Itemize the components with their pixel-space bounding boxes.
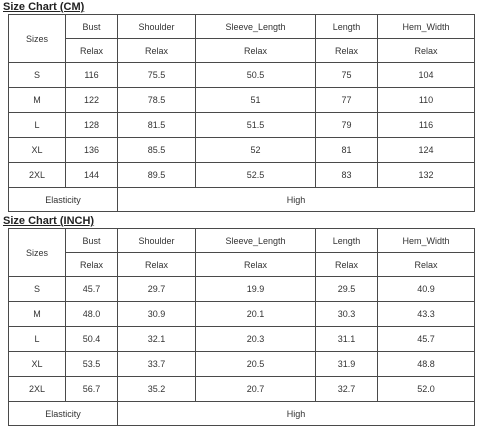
sizes-header: Sizes — [9, 15, 66, 63]
table-cell: 104 — [378, 63, 475, 88]
table-cell: 116 — [378, 113, 475, 138]
table-cell: 81 — [316, 138, 378, 163]
table-cell: 53.5 — [66, 352, 118, 377]
column-header-sleeve-length: Sleeve_Length — [196, 229, 316, 253]
fit-cell: Relax — [66, 39, 118, 63]
fit-cell: Relax — [66, 253, 118, 277]
elasticity-value: High — [118, 188, 475, 212]
header-row — [9, 229, 475, 253]
column-header-bust: Bust — [66, 15, 118, 39]
fit-cell: Relax — [118, 253, 196, 277]
column-header-bust: Bust — [66, 229, 118, 253]
table-cell: 20.5 — [196, 352, 316, 377]
table-cell: 50.5 — [196, 63, 316, 88]
table-row — [9, 113, 475, 138]
size-label: M — [9, 302, 66, 327]
fit-cell: Relax — [118, 39, 196, 63]
table-cell: 51.5 — [196, 113, 316, 138]
table-cell: 110 — [378, 88, 475, 113]
column-header-shoulder: Shoulder — [118, 15, 196, 39]
column-header-shoulder: Shoulder — [118, 229, 196, 253]
section-title: Size Chart (INCH) — [3, 215, 95, 227]
column-header-hem-width: Hem_Width — [378, 229, 475, 253]
size-label: L — [9, 327, 66, 352]
table-cell: 33.7 — [118, 352, 196, 377]
table-cell: 50.4 — [66, 327, 118, 352]
header-row — [9, 15, 475, 39]
column-header-hem-width: Hem_Width — [378, 15, 475, 39]
table-cell: 40.9 — [378, 277, 475, 302]
table-row — [9, 163, 475, 188]
table-cell: 20.1 — [196, 302, 316, 327]
size-label: XL — [9, 352, 66, 377]
size-label: S — [9, 277, 66, 302]
table-cell: 20.3 — [196, 327, 316, 352]
table-cell: 85.5 — [118, 138, 196, 163]
size-table-inch — [8, 228, 475, 426]
table-cell: 19.9 — [196, 277, 316, 302]
column-header-length: Length — [316, 15, 378, 39]
table-row — [9, 88, 475, 113]
fit-row — [9, 253, 475, 277]
table-cell: 30.9 — [118, 302, 196, 327]
table-cell: 144 — [66, 163, 118, 188]
table-cell: 78.5 — [118, 88, 196, 113]
table-row — [9, 277, 475, 302]
table-cell: 48.8 — [378, 352, 475, 377]
table-cell: 122 — [66, 88, 118, 113]
fit-cell: Relax — [316, 39, 378, 63]
table-row — [9, 138, 475, 163]
table-cell: 75 — [316, 63, 378, 88]
table-row — [9, 327, 475, 352]
table-cell: 31.9 — [316, 352, 378, 377]
fit-cell: Relax — [378, 253, 475, 277]
fit-cell: Relax — [316, 253, 378, 277]
elasticity-row — [9, 188, 475, 212]
size-label: S — [9, 63, 66, 88]
size-label: M — [9, 88, 66, 113]
table-cell: 132 — [378, 163, 475, 188]
size-label: 2XL — [9, 163, 66, 188]
size-label: 2XL — [9, 377, 66, 402]
table-cell: 32.7 — [316, 377, 378, 402]
table-row — [9, 302, 475, 327]
table-cell: 45.7 — [66, 277, 118, 302]
size-chart-cm-section — [0, 0, 480, 205]
table-cell: 128 — [66, 113, 118, 138]
table-row — [9, 63, 475, 88]
table-cell: 77 — [316, 88, 378, 113]
table-cell: 30.3 — [316, 302, 378, 327]
size-table-cm — [8, 14, 475, 212]
table-cell: 43.3 — [378, 302, 475, 327]
table-cell: 83 — [316, 163, 378, 188]
size-chart-inch-section — [0, 214, 480, 419]
table-cell: 116 — [66, 63, 118, 88]
table-cell: 89.5 — [118, 163, 196, 188]
table-cell: 51 — [196, 88, 316, 113]
table-cell: 32.1 — [118, 327, 196, 352]
elasticity-label: Elasticity — [9, 402, 118, 426]
table-cell: 35.2 — [118, 377, 196, 402]
table-cell: 45.7 — [378, 327, 475, 352]
table-cell: 75.5 — [118, 63, 196, 88]
table-cell: 20.7 — [196, 377, 316, 402]
table-cell: 81.5 — [118, 113, 196, 138]
table-row — [9, 377, 475, 402]
fit-row — [9, 39, 475, 63]
column-header-sleeve-length: Sleeve_Length — [196, 15, 316, 39]
table-cell: 56.7 — [66, 377, 118, 402]
table-cell: 79 — [316, 113, 378, 138]
table-cell: 29.5 — [316, 277, 378, 302]
elasticity-row — [9, 402, 475, 426]
table-cell: 52 — [196, 138, 316, 163]
table-cell: 136 — [66, 138, 118, 163]
elasticity-label: Elasticity — [9, 188, 118, 212]
size-label: L — [9, 113, 66, 138]
table-cell: 29.7 — [118, 277, 196, 302]
table-cell: 124 — [378, 138, 475, 163]
column-header-length: Length — [316, 229, 378, 253]
table-row — [9, 352, 475, 377]
fit-cell: Relax — [196, 39, 316, 63]
section-title: Size Chart (CM) — [3, 1, 85, 13]
fit-cell: Relax — [378, 39, 475, 63]
table-cell: 48.0 — [66, 302, 118, 327]
elasticity-value: High — [118, 402, 475, 426]
sizes-header: Sizes — [9, 229, 66, 277]
size-label: XL — [9, 138, 66, 163]
table-cell: 52.5 — [196, 163, 316, 188]
table-cell: 52.0 — [378, 377, 475, 402]
table-cell: 31.1 — [316, 327, 378, 352]
fit-cell: Relax — [196, 253, 316, 277]
